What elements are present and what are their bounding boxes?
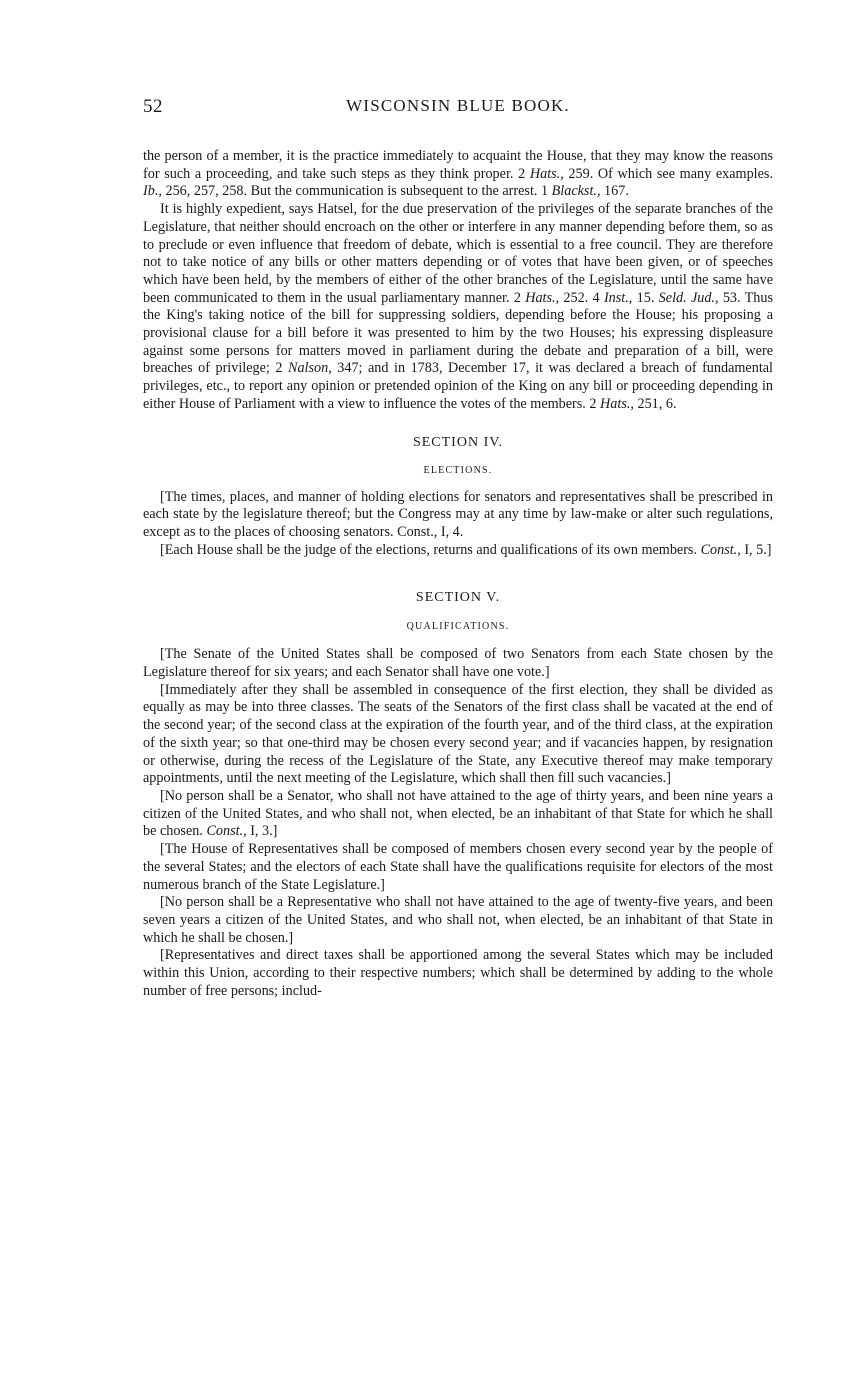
paragraph-elections-judge: [Each House shall be the judge of the elections, returns and qualifications of its own members. Const., I, 5.] (160, 541, 772, 558)
paragraph-senate-classes: [Immediately after they shall be assembled in consequence of the first election, they shall be divided as equally as may be into three classes. The seats of the Senators of the first class shall be vacated at the end of the second year; of the second class at the expiration of the fourth year, and of the third class, at the expiration of the sixth year; so that one-third may be chosen every second year; and if vacancies happen, by resignation or otherwise, during the recess of the Legislature of the State, any Executive thereof may make temporary appointments, until the next meeting of the Legislature, which shall then fill such vacancies.] (143, 681, 773, 787)
page-header (143, 96, 773, 126)
paragraph-representative-qualifications: [No person shall be a Representative who shall not have attained to the age of twenty-five years, and been seven years a citizen of the United States, and who shall not, when elected, be an inhabitant of that State in which he shall be chosen.] (143, 894, 773, 946)
book-page (143, 96, 773, 1000)
paragraph-house-composition: [The House of Representatives shall be composed of members chosen every second year by the people of the several States; and the electors of each State shall have the qualifications requisite for electors of the most numerous branch of the State Legislature.] (143, 841, 773, 893)
paragraph-apportionment: [Representatives and direct taxes shall be apportioned among the several States which may be included within this Union, according to their respective numbers; which shall be determined by adding to the whole number of free persons; includ- (143, 947, 773, 999)
paragraph-senate-composition: [The Senate of the United States shall be composed of two Senators from each State chosen by the Legislature thereof for six years; and each Senator shall have one vote.] (143, 646, 773, 681)
section-heading: SECTION IV. (412, 434, 504, 450)
running-head: WISCONSIN BLUE BOOK. (346, 96, 570, 115)
paragraph-elections-times: [The times, places, and manner of holding elections for senators and representatives shall be prescribed in each state by the legislature thereof; but the Congress may at any time by law-make or alter such regulations, except as to the places of choosing senators. Const., I, 4. (143, 488, 773, 540)
section-subheading: ELECTIONS. (423, 464, 493, 476)
paragraph-hatsel: It is highly expedient, says Hatsel, for the due preservation of the privileges of the separate branches of the Legislature, that neither should encroach on the other or interfere in any manner depending before them, so as to preclude or even influence that freedom of debate, which is essential to a free council. They are therefore not to take notice of any bills or other matters depending or of votes that have been given, or of speeches which have been held, by the members of either of the other branches of the Legislature, until the same have been communicated to them in the usual parliamentary manner. 2 Hats., 252. 4 Inst., 15. Seld. Jud., 53. Thus the King's taking notice of the bill for suppressing soldiers, depending before the House; his proposing a provisional clause for a bill before it was presented to him by the two Houses; his expressing displeasure against some persons for matters moved in parliament during the debate and preparation of a bill, were breaches of privilege; 2 Nalson, 347; and in 1783, December 17, it was declared a breach of fundamental privileges, etc., to report any opinion or pretended opinion of the King on any bill or proceeding depending in either House of Parliament with a view to influence the votes of the members. 2 Hats., 251, 6. (143, 201, 773, 412)
section-subheading: QUALIFICATIONS. (406, 621, 510, 633)
paragraph-continued: the person of a member, it is the practice immediately to acquaint the House, that they may know the reasons for such a proceeding, and take such steps as they think proper. 2 Hats., 259. Of which see many examples. Ib., 256, 257, 258. But the communication is subsequent to the arrest. 1 Blackst., 167. (143, 148, 773, 200)
page-number: 52 (143, 96, 163, 117)
paragraph-senator-qualifications: [No person shall be a Senator, who shall not have attained to the age of thirty years, and been nine years a citizen of the United States, and who shall not, when elected, be an inhabitant of that State for which he shall be chosen. Const., I, 3.] (143, 787, 773, 840)
section-heading: SECTION V. (415, 590, 501, 606)
